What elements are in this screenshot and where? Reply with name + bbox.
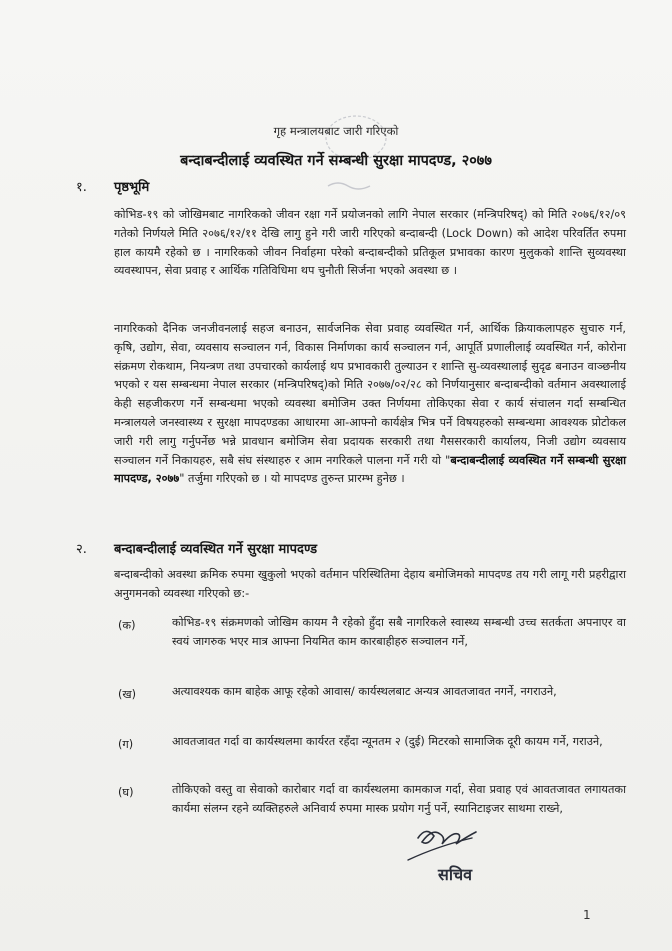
bold-title-reference: बन्दाबन्दीलाई व्यवस्थित गर्ने सम्बन्धी सुरक्षा मापदण्ड, २०७७ (114, 453, 626, 486)
section-2-paragraph-1: बन्दाबन्दीको अवस्था क्रमिक रुपमा खुकुलो भएको वर्तमान परिस्थितिमा देहाय बमोजिमको मापदण्ड तय गरी लागू गरी प्रहरीद्वारा अनुगमनको व्यवस्था गरिएको छ:- (114, 568, 626, 600)
item-label: (ग) (118, 738, 134, 751)
section-title: बन्दाबन्दीलाई व्यवस्थित गर्ने सुरक्षा मापदण्ड (114, 542, 318, 557)
item-label: (क) (118, 619, 136, 632)
section-title: पृष्ठभूमि (114, 180, 150, 195)
section-1-heading (76, 177, 149, 195)
handwritten-signature (400, 820, 500, 890)
item-text: कोभिड-१९ संक्रमणको जोखिम कायम नै रहेको हुँदा सबै नागरिकले स्वास्थ्य सम्बन्धी उच्च सतर्कता अपनाएर वा स्वयं जागरुक भएर मात्र आफ्ना नियमित काम कारबाहीहरु सञ्चालन गर्ने, (172, 616, 626, 648)
section-number: १. (76, 180, 87, 195)
paragraph-text: नागरिकको दैनिक जनजीवनलाई सहज बनाउन, सार्वजनिक सेवा प्रवाह व्यवस्थित गर्न, आर्थिक क्रियाकलापहरु सुचारु गर्न, कृषि, उद्योग, सेवा, व्यवसाय सञ्चालन गर्न, विकास निर्माणका कार्य सञ्चालन गर्न, आपूर्ति प्रणालीलाई व्यवस्थित गर्न, कोरोना संक्रमण रोकथाम, नियन्त्रण तथा उपचारको कार्यलाई थप प्रभावकारी तुल्याउन र शान्ति सु-व्यवस्थालाई सुदृढ बनाउन वाञ्छनीय भएको र यस सम्बन्धमा नेपाल सरकार (मन्त्रिपरिषद्)को मिति २०७७/०२/२८ को निर्णयानुसार बन्दाबन्दीको वर्तमान अवस्थालाई केही सहजीकरण गर्ने सम्बन्धमा भएको व्यवस्था बमोजिम उक्त निर्णयमा तोकिएका सेवा र कार्य संचालन गर्दा सम्बन्धित मन्त्रालयले जनस्वास्थ्य र सुरक्षा मापदण्डका आधारमा आ-आफ्नो कार्यक्षेत्र भित्र पर्ने विषयहरुको सम्बन्धमा आवश्यक प्रोटोकल जारी गरी लागु गर्नुपर्नेछ भन्ने प्रावधान बमोजिम सेवा प्रदायक सरकारी तथा गैससरकारी कार्यालय, निजी उद्योग व्यवसाय सञ्चालन गर्ने निकायहरु, सबै संघ संस्थाहरु र आम नगरिकले पालना गर्ने गरी यो " (114, 322, 626, 467)
page-number: 1 (583, 908, 591, 922)
item-text: तोकिएको वस्तु वा सेवाको कारोबार गर्दा वा कार्यस्थलमा कामकाज गर्दा, सेवा प्रवाह एवं आवतजावत लगायतका कार्यमा संलग्न रहने व्यक्तिहरुले अनिवार्य रुपमा मास्क प्रयोग गर्नु पर्ने, स्यानिटाइजर साथमा राख्ने, (172, 783, 626, 815)
section-1-paragraph-1: कोभिड-१९ को जोखिमबाट नागरिकको जीवन रक्षा गर्ने प्रयोजनको लागि नेपाल सरकार (मन्त्रिपरिषद्) को मिति २०७६/१२/०९ गतेको निर्णयले मिति २०७६/१२/११ देखि लागु हुने गरी जारी गरिएको बन्दाबन्दी (Lock Down) को आदेश परिवर्तित रुपमा हाल कायमै रहेको छ । नागरिकको जीवन निर्वाहमा परेको बन्दाबन्दीको प्रतिकूल प्रभावका कारण मुलुकको शान्ति सुव्यवस्था व्यवस्थापन, सेवा प्रवाह र आर्थिक गतिविधिमा थप चुनौती सिर्जना भएको अवस्था छ । (114, 208, 626, 278)
item-label: (ख) (118, 688, 137, 701)
section-number: २. (76, 542, 87, 557)
section-1-paragraph-2 (114, 320, 626, 489)
signature-designation: सचिव (438, 865, 473, 884)
item-text: आवतजावत गर्दा वा कार्यस्थलमा कार्यरत रहँदा न्यूनतम २ (दुई) मिटरको सामाजिक दूरी कायम गर्ने, गराउने, (172, 735, 603, 748)
issuer-line: गृह मन्त्रालयबाट जारी गरिएको (273, 124, 399, 138)
section-2-heading (76, 539, 317, 557)
item-label: (घ) (118, 786, 134, 799)
item-text: अत्यावश्यक काम बाहेक आफू रहेको आवास/ कार्यस्थलबाट अन्यत्र आवतजावत नगर्ने, नगराउने, (172, 685, 557, 698)
document-title: बन्दाबन्दीलाई व्यवस्थित गर्ने सम्बन्धी सुरक्षा मापदण्ड, २०७७ (180, 153, 492, 169)
paragraph-text: " तर्जुमा गरिएको छ । यो मापदण्ड तुरुन्त प्रारम्भ हुनेछ । (179, 472, 405, 486)
